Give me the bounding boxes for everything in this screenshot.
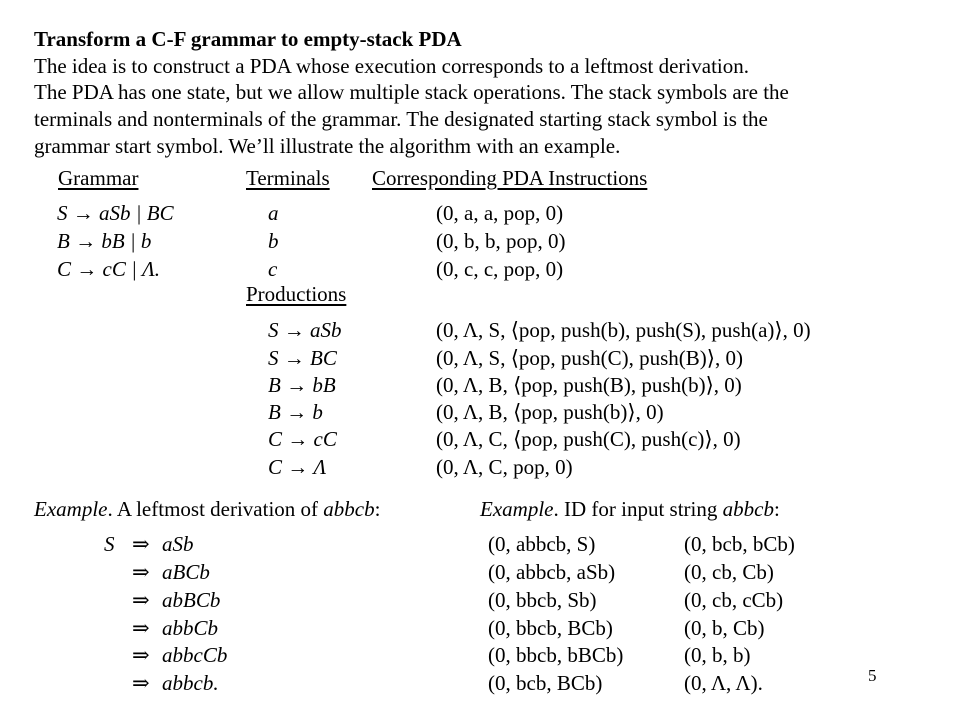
id-trace-heading-word: abbcb <box>722 497 774 521</box>
derivation-step: abbcb. <box>162 671 219 695</box>
production-instruction: (0, Λ, S, ⟨pop, push(b), push(S), push(a)⟩, 0) <box>436 318 811 342</box>
terminal-symbol: a <box>268 201 279 225</box>
terminals-header: Terminals <box>246 166 330 190</box>
grammar-header: Grammar <box>58 166 139 190</box>
terminal-symbol: c <box>268 257 278 281</box>
id-trace-heading-text: . ID for input string <box>553 497 723 521</box>
derives-arrow-icon: ⇒ <box>132 616 150 640</box>
derivation-step: abbCb <box>162 616 219 640</box>
production-instruction: (0, Λ, B, ⟨pop, push(B), push(b)⟩, 0) <box>436 373 742 397</box>
production-rule: S → BC <box>268 346 337 370</box>
id-trace-heading-label: Example <box>480 497 554 521</box>
id-trace-entry: (0, b, b) <box>684 643 751 667</box>
grammar-rule: C → cC | Λ. <box>57 257 161 281</box>
terminal-instruction: (0, a, a, pop, 0) <box>436 201 564 225</box>
id-trace-entry: (0, bbcb, bBCb) <box>488 643 624 667</box>
derivation-heading <box>34 497 380 521</box>
id-trace-entry: (0, b, Cb) <box>684 616 765 640</box>
derives-arrow-icon: ⇒ <box>132 671 150 695</box>
derivation-start-symbol: S <box>104 532 115 556</box>
intro-line-1: The idea is to construct a PDA whose execution corresponds to a leftmost derivation. <box>34 54 749 78</box>
production-instruction: (0, Λ, C, ⟨pop, push(C), push(c)⟩, 0) <box>436 427 741 451</box>
id-trace-entry: (0, Λ, Λ). <box>684 671 763 695</box>
id-trace-heading-end: : <box>773 497 780 521</box>
production-instruction: (0, Λ, B, ⟨pop, push(b)⟩, 0) <box>436 400 664 424</box>
production-rule: B → b <box>268 400 323 424</box>
id-trace-entry: (0, bbcb, BCb) <box>488 616 613 640</box>
derivation-heading-text: . A leftmost derivation of <box>107 497 324 521</box>
id-trace-entry: (0, bcb, bCb) <box>684 532 795 556</box>
derives-arrow-icon: ⇒ <box>132 643 150 667</box>
production-instruction: (0, Λ, S, ⟨pop, push(C), push(B)⟩, 0) <box>436 346 743 370</box>
productions-header: Productions <box>246 282 347 306</box>
derives-arrow-icon: ⇒ <box>132 560 150 584</box>
id-trace-entry: (0, cb, Cb) <box>684 560 774 584</box>
derivation-step: aBCb <box>162 560 210 584</box>
production-rule: B → bB <box>268 373 336 397</box>
derivation-step: abbcCb <box>162 643 228 667</box>
id-trace-entry: (0, bbcb, Sb) <box>488 588 597 612</box>
production-instruction: (0, Λ, C, pop, 0) <box>436 455 573 479</box>
derives-arrow-icon: ⇒ <box>132 532 150 556</box>
id-trace-entry: (0, abbcb, aSb) <box>488 560 616 584</box>
production-rule: S → aSb <box>268 318 342 342</box>
grammar-rule: S → aSb | BC <box>57 201 174 225</box>
page-title: Transform a C-F grammar to empty-stack PDA <box>34 27 462 51</box>
id-trace-entry: (0, abbcb, S) <box>488 532 596 556</box>
derives-arrow-icon: ⇒ <box>132 588 150 612</box>
derivation-heading-label: Example <box>34 497 108 521</box>
derivation-step: abBCb <box>162 588 221 612</box>
intro-line-2: The PDA has one state, but we allow multiple stack operations. The stack symbols are the <box>34 80 789 104</box>
derivation-heading-word: abbcb <box>323 497 375 521</box>
id-trace-heading <box>480 497 780 521</box>
terminal-instruction: (0, b, b, pop, 0) <box>436 229 566 253</box>
intro-line-4: grammar start symbol. We’ll illustrate the algorithm with an example. <box>34 134 621 158</box>
intro-line-3: terminals and nonterminals of the grammar. The designated starting stack symbol is the <box>34 107 768 131</box>
grammar-rule: B → bB | b <box>57 229 152 253</box>
production-rule: C → cC <box>268 427 337 451</box>
id-trace-entry: (0, bcb, BCb) <box>488 671 603 695</box>
derivation-step: aSb <box>162 532 194 556</box>
terminal-symbol: b <box>268 229 279 253</box>
derivation-heading-end: : <box>374 497 381 521</box>
pda-instructions-header: Corresponding PDA Instructions <box>372 166 648 190</box>
terminal-instruction: (0, c, c, pop, 0) <box>436 257 564 281</box>
page-number: 5 <box>868 666 877 685</box>
id-trace-entry: (0, cb, cCb) <box>684 588 784 612</box>
production-rule: C → Λ <box>268 455 327 479</box>
